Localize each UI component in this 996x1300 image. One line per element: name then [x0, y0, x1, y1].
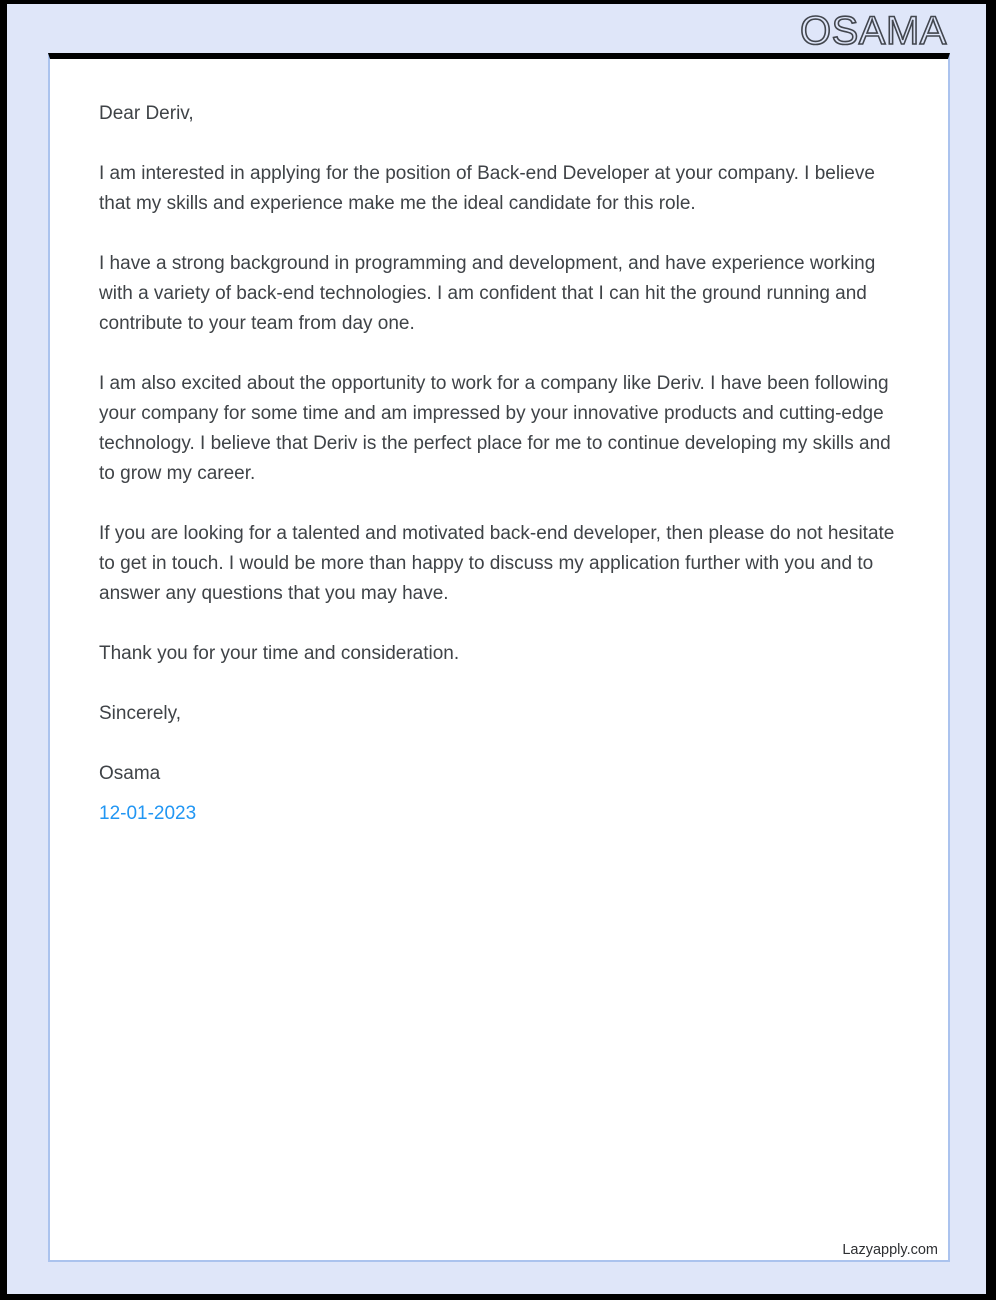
- paragraph-intro: I am interested in applying for the position of Back-end Developer at your company. I believe that my skills and experience make me the ideal candidate for this role.: [99, 163, 875, 214]
- paragraph-background: I have a strong background in programming and development, and have experience working with a variety of back-end technologies. I am confident that I can hit the ground running and contribute to your team from day one.: [99, 253, 876, 334]
- letter-date: 12-01-2023: [99, 803, 197, 824]
- thank-you-line: Thank you for your time and consideration.: [99, 643, 460, 664]
- letter-document: [48, 53, 950, 1262]
- watermark: Lazyapply.com: [842, 1242, 938, 1258]
- closing-line: Sincerely,: [99, 703, 182, 724]
- brand-logo: OSAMA: [800, 9, 947, 53]
- paragraph-company-interest: I am also excited about the opportunity to work for a company like Deriv. I have been following your company for some time and am impressed by your innovative products and cutting-edge technology. I believe that Deriv is the perfect place for me to continue developing my skills and to grow my career.: [99, 373, 891, 484]
- salutation: Dear Deriv,: [99, 103, 194, 124]
- paragraph-call-to-action: If you are looking for a talented and motivated back-end developer, then please do not hesitate to get in touch. I would be more than happy to discuss my application further with you and to answer any questions that you may have.: [99, 523, 895, 604]
- letter-body[interactable]: [50, 59, 948, 829]
- signature-name: Osama: [99, 763, 161, 784]
- page-background: [7, 4, 986, 1294]
